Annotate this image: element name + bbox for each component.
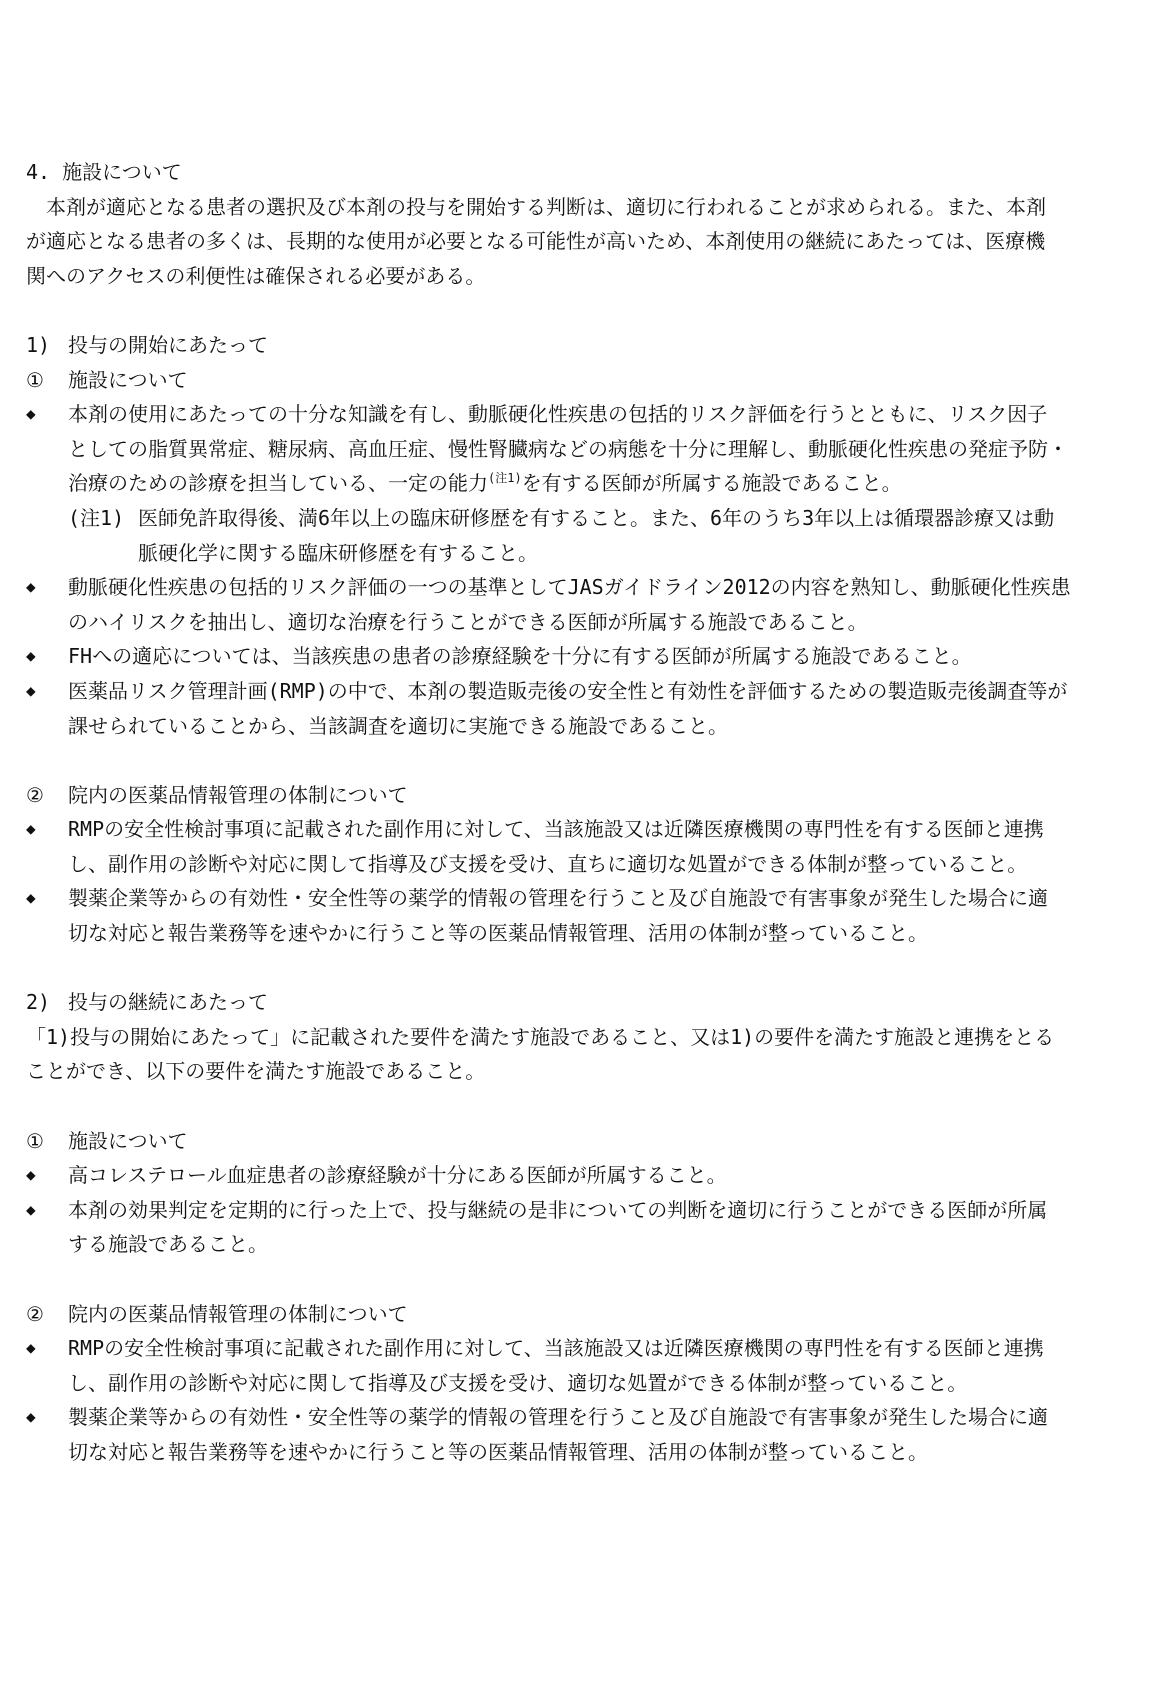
part1-heading <box>26 328 1148 363</box>
list-item-line: 本剤の使用にあたっての十分な知識を有し、動脈硬化性疾患の包括的リスク評価を行うとともに、リスク因子 <box>68 402 1048 427</box>
part2-sub2-number: ② <box>26 1301 44 1326</box>
list-item-line: 課せられていることから、当該調査を適切に実施できる施設であること。 <box>68 713 728 738</box>
part1-sub2-title: 院内の医薬品情報管理の体制について <box>68 782 408 807</box>
part1-heading-number: 1) <box>26 332 51 357</box>
part2-intro <box>26 1020 1148 1089</box>
list-item <box>26 1158 1148 1193</box>
part1-sub2-number: ② <box>26 782 44 807</box>
part2-intro-line: ことができ、以下の要件を満たす施設であること。 <box>26 1059 486 1084</box>
spacer <box>26 293 1148 328</box>
part2-heading-text: 投与の継続にあたって <box>68 990 268 1015</box>
list-item <box>26 674 1148 743</box>
part1-sub1-title: 施設について <box>68 367 188 392</box>
list-item-line: し、副作用の診断や対応に関して指導及び支援を受け、適切な処置ができる体制が整っていること。 <box>68 1370 968 1395</box>
list-item <box>26 812 1148 881</box>
footnote <box>26 501 1148 570</box>
list-item-line: 動脈硬化性疾患の包括的リスク評価の一つの基準としてJASガイドライン2012の内容を熟知し、動脈硬化性疾患 <box>68 575 1071 600</box>
part2-sub2-title: 院内の医薬品情報管理の体制について <box>68 1301 408 1326</box>
list-item-line: RMPの安全性検討事項に記載された副作用に対して、当該施設又は近隣医療機関の専門性を有する医師と連携 <box>68 817 1044 842</box>
part2-heading-number: 2) <box>26 990 51 1015</box>
list-item-line: 本剤の効果判定を定期的に行った上で、投与継続の是非についての判断を適切に行うことができる医師が所属 <box>68 1197 1048 1222</box>
list-item-line <box>68 466 1148 501</box>
list-item-line: 切な対応と報告業務等を速やかに行うこと等の医薬品情報管理、活用の体制が整っていること。 <box>68 1439 928 1464</box>
list-item-line: 切な対応と報告業務等を速やかに行うこと等の医薬品情報管理、活用の体制が整っていること。 <box>68 921 928 946</box>
list-item-line: 製薬企業等からの有効性・安全性等の薬学的情報の管理を行うこと及び自施設で有害事象が発生した場合に適 <box>68 1405 1048 1430</box>
list-item <box>26 397 1148 501</box>
part2-heading <box>26 985 1148 1020</box>
diamond-bullet-icon: ◆ <box>26 646 36 666</box>
list-item-line: 医薬品リスク管理計画(RMP)の中で、本剤の製造販売後の安全性と有効性を評価するための製造販売後調査等が <box>68 678 1068 703</box>
footnote-mark: (注1) <box>68 505 125 530</box>
list-item-line: する施設であること。 <box>68 1232 268 1257</box>
list-item <box>26 1331 1148 1400</box>
diamond-bullet-icon: ◆ <box>26 1199 36 1219</box>
list-item-line: のハイリスクを抽出し、適切な治療を行うことができる医師が所属する施設であること。 <box>68 609 868 634</box>
list-item <box>26 1193 1148 1262</box>
intro-line: が適応となる患者の多くは、長期的な使用が必要となる可能性が高いため、本剤使用の継続にあたっては、医療機 <box>26 229 1046 254</box>
spacer <box>26 1262 1148 1297</box>
list-item-line: としての脂質異常症、糖尿病、高血圧症、慢性腎臓病などの病態を十分に理解し、動脈硬化性疾患の発症予防・ <box>68 436 1068 461</box>
part1-sub2-heading <box>26 778 1148 813</box>
footnote-line: 医師免許取得後、満6年以上の臨床研修歴を有すること。また、6年のうち3年以上は循環器診療又は動 <box>138 505 1055 530</box>
footnote-reference: (注1) <box>488 471 522 486</box>
list-item <box>26 639 1148 674</box>
diamond-bullet-icon: ◆ <box>26 404 36 424</box>
diamond-bullet-icon: ◆ <box>26 680 36 700</box>
diamond-bullet-icon: ◆ <box>26 577 36 597</box>
spacer <box>26 1089 1148 1124</box>
document-body <box>26 155 1148 1470</box>
list-item <box>26 881 1148 950</box>
intro-line: 関へのアクセスの利便性は確保される必要がある。 <box>26 263 486 288</box>
diamond-bullet-icon: ◆ <box>26 1407 36 1427</box>
part1-sub1-heading <box>26 363 1148 398</box>
diamond-bullet-icon: ◆ <box>26 819 36 839</box>
section-title: 4. 施設について <box>26 160 182 184</box>
intro-paragraph <box>26 190 1148 294</box>
list-item-line: 製薬企業等からの有効性・安全性等の薬学的情報の管理を行うこと及び自施設で有害事象が発生した場合に適 <box>68 886 1048 911</box>
part2-sub1-title: 施設について <box>68 1128 188 1153</box>
diamond-bullet-icon: ◆ <box>26 1338 36 1358</box>
part2-sub1-heading <box>26 1124 1148 1159</box>
list-item <box>26 570 1148 639</box>
intro-line: 本剤が適応となる患者の選択及び本剤の投与を開始する判断は、適切に行われることが求められる。また、本剤 <box>46 194 1046 219</box>
diamond-bullet-icon: ◆ <box>26 1165 36 1185</box>
spacer <box>26 743 1148 778</box>
list-item-line: FHへの適応については、当該疾患の患者の診療経験を十分に有する医師が所属する施設であること。 <box>68 644 972 669</box>
part2-sub1-number: ① <box>26 1128 44 1153</box>
part1-sub1-number: ① <box>26 367 44 392</box>
part2-intro-line: 「1)投与の開始にあたって」に記載された要件を満たす施設であること、又は1)の要件を満たす施設と連携をとる <box>26 1024 1055 1049</box>
list-item-text: を有する医師が所属する施設であること。 <box>521 471 902 496</box>
footnote-line: 脈硬化学に関する臨床研修歴を有すること。 <box>138 540 538 565</box>
list-item <box>26 1400 1148 1469</box>
list-item-line: RMPの安全性検討事項に記載された副作用に対して、当該施設又は近隣医療機関の専門性を有する医師と連携 <box>68 1336 1044 1361</box>
list-item-line: 高コレステロール血症患者の診療経験が十分にある医師が所属すること。 <box>68 1163 727 1188</box>
spacer <box>26 951 1148 986</box>
part1-heading-text: 投与の開始にあたって <box>68 332 268 357</box>
part2-sub2-heading <box>26 1297 1148 1332</box>
diamond-bullet-icon: ◆ <box>26 888 36 908</box>
list-item-text: 治療のための診療を担当している、一定の能力 <box>68 471 488 496</box>
list-item-line: し、副作用の診断や対応に関して指導及び支援を受け、直ちに適切な処置ができる体制が整っていること。 <box>68 851 1028 876</box>
